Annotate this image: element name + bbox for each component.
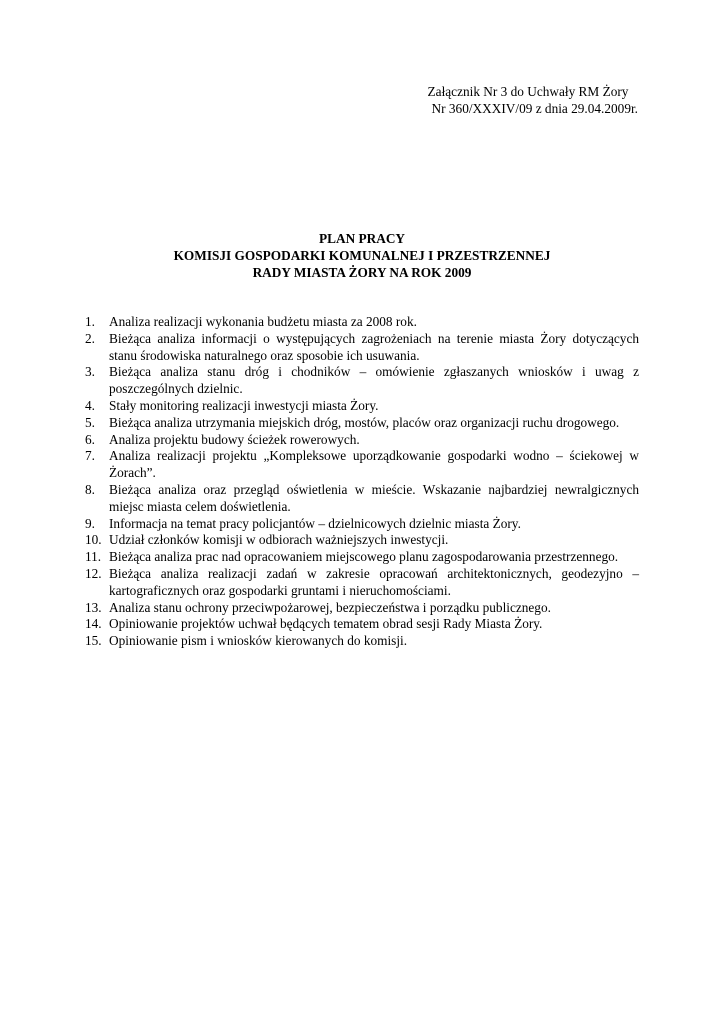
list-item-number: 8. <box>85 481 95 497</box>
list-item-number: 3. <box>85 364 95 380</box>
list-item <box>85 633 639 650</box>
list-item <box>85 616 639 633</box>
list-item-number: 11. <box>85 549 102 565</box>
list-item-text: Bieżąca analiza informacji o występujących zagrożeniach na terenie miasta Żory dotyczących stanu środowiska naturalnego oraz sposobie ich usuwania. <box>109 330 639 363</box>
list-item-number: 15. <box>85 633 102 649</box>
list-item-number: 9. <box>85 515 95 531</box>
list-item-text: Udział członków komisji w odbiorach ważniejszych inwestycji. <box>109 532 449 548</box>
list-item-number: 5. <box>85 414 95 430</box>
list-item-text: Stały monitoring realizacji inwestycji miasta Żory. <box>109 397 379 413</box>
list-item-number: 14. <box>85 616 102 632</box>
list-item <box>85 516 639 533</box>
attachment-reference <box>420 83 638 117</box>
attachment-line-1: Załącznik Nr 3 do Uchwały RM Żory <box>427 84 629 99</box>
title-line-3: RADY MIASTA ŻORY NA ROK 2009 <box>252 265 472 280</box>
list-item-text: Bieżąca analiza stanu dróg i chodników – omówienie zgłaszanych wniosków i uwag z poszczególnych dzielnic. <box>109 364 639 397</box>
list-item-text: Informacja na temat pracy policjantów – dzielnicowych dzielnic miasta Żory. <box>109 515 521 531</box>
list-item <box>85 482 639 516</box>
list-item-number: 2. <box>85 330 95 346</box>
list-item-number: 7. <box>85 448 95 464</box>
document-title <box>0 230 724 281</box>
list-item <box>85 398 639 415</box>
list-item <box>85 549 639 566</box>
list-item-number: 13. <box>85 599 102 615</box>
list-item <box>85 600 639 617</box>
list-item-text: Bieżąca analiza utrzymania miejskich dróg, mostów, placów oraz organizacji ruchu drogowego. <box>109 414 620 430</box>
list-item <box>85 432 639 449</box>
list-item <box>85 331 639 365</box>
attachment-line-2: Nr 360/XXXIV/09 z dnia 29.04.2009r. <box>431 101 638 116</box>
list-item <box>85 566 639 600</box>
list-item-text: Analiza projektu budowy ścieżek rowerowych. <box>109 431 360 447</box>
work-plan-list <box>85 314 639 650</box>
list-item-number: 12. <box>85 565 102 581</box>
list-item-text: Bieżąca analiza oraz przegląd oświetlenia w mieście. Wskazanie najbardziej newralgicznych miejsc miasta celem doświetlenia. <box>109 481 639 514</box>
title-line-2: KOMISJI GOSPODARKI KOMUNALNEJ I PRZESTRZENNEJ <box>173 248 551 263</box>
list-item-text: Analiza realizacji projektu „Kompleksowe uporządkowanie gospodarki wodno – ściekowej w Żorach”. <box>109 448 639 481</box>
list-item-number: 4. <box>85 397 95 413</box>
list-item <box>85 532 639 549</box>
list-item <box>85 415 639 432</box>
list-item-number: 6. <box>85 431 95 447</box>
list-item-text: Bieżąca analiza prac nad opracowaniem miejscowego planu zagospodarowania przestrzennego. <box>109 549 619 565</box>
list-item <box>85 448 639 482</box>
list-item-text: Analiza realizacji wykonania budżetu miasta za 2008 rok. <box>109 314 417 329</box>
list-item <box>85 314 639 331</box>
list-item-text: Bieżąca analiza realizacji zadań w zakresie opracowań architektonicznych, geodezyjno – kartograficznych oraz gospodarki gruntami i nieruchomościami. <box>109 565 639 598</box>
list-item-number: 1. <box>85 314 95 329</box>
list-item-text: Opiniowanie projektów uchwał będących tematem obrad sesji Rady Miasta Żory. <box>109 616 543 632</box>
list-item-text: Analiza stanu ochrony przeciwpożarowej, bezpieczeństwa i porządku publicznego. <box>109 599 551 615</box>
list-item-text: Opiniowanie pism i wniosków kierowanych do komisji. <box>109 633 408 649</box>
title-line-1: PLAN PRACY <box>318 231 406 246</box>
list-item <box>85 364 639 398</box>
list-item-number: 10. <box>85 532 102 548</box>
